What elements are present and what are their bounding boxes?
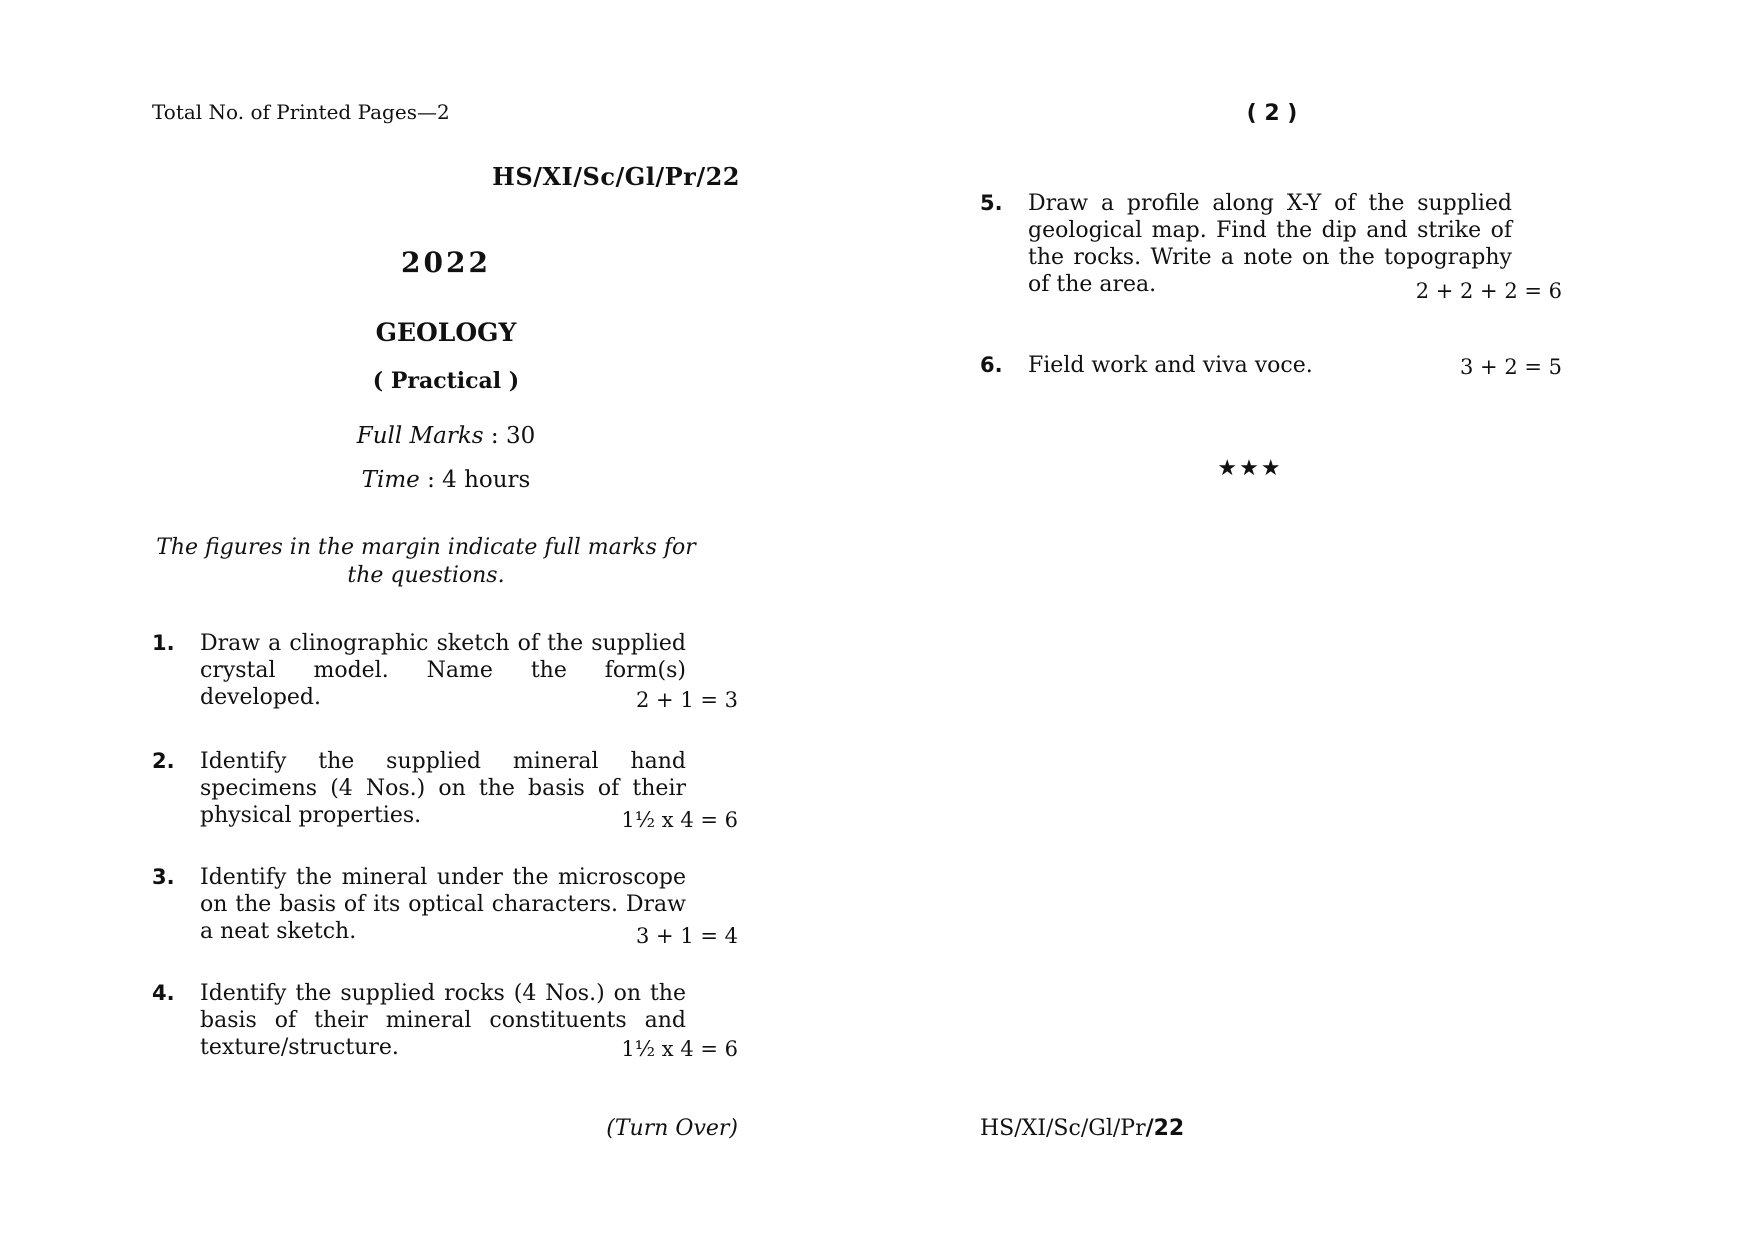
full-marks [246, 423, 646, 449]
subject-title: GEOLOGY [375, 318, 517, 347]
footer-code-prefix: HS/XI/Sc/Gl/Pr [980, 1116, 1146, 1141]
time-value: : 4 hours [419, 467, 531, 493]
exam-type: ( Practical ) [372, 368, 520, 394]
question-number: 2. [152, 749, 175, 773]
question-marks: 1½ x 4 = 6 [621, 808, 738, 832]
question-number: 4. [152, 981, 175, 1005]
question-text: Field work and viva voce. [1028, 353, 1313, 378]
question-1 [152, 630, 738, 720]
question-number: 5. [980, 191, 1003, 215]
full-marks-label: Full Marks [356, 423, 484, 449]
question-4 [152, 980, 738, 1070]
end-stars: ★★★ [1217, 456, 1283, 481]
instruction-line-2: the questions. [347, 563, 505, 588]
question-text: Draw a clinographic sketch of the supplied crystal model. Name the form(s) developed. [200, 631, 686, 710]
question-marks: 1½ x 4 = 6 [621, 1037, 738, 1061]
question-3 [152, 864, 738, 954]
exam-year: 2022 [401, 246, 491, 279]
question-marks: 3 + 2 = 5 [1460, 355, 1562, 379]
footer-code-suffix: /22 [1145, 1116, 1185, 1141]
exam-time [246, 467, 646, 493]
question-5 [980, 190, 1562, 310]
time-label: Time [361, 467, 420, 493]
question-2 [152, 748, 738, 838]
question-number: 1. [152, 631, 175, 655]
question-text: Identify the supplied rocks (4 Nos.) on the basis of their mineral constituents and texture/structure. [200, 981, 686, 1060]
question-marks: 2 + 2 + 2 = 6 [1415, 279, 1562, 303]
full-marks-value: : 30 [483, 423, 536, 449]
question-text: Identify the mineral under the microscope on the basis of its optical characters. Draw a neat sketch. [200, 865, 686, 944]
question-marks: 3 + 1 = 4 [636, 924, 738, 948]
turn-over-footer: (Turn Over) [606, 1116, 738, 1141]
right-footer-code [980, 1116, 1184, 1141]
question-number: 3. [152, 865, 175, 889]
instruction-line-1: The figures in the margin indicate full marks for [156, 535, 696, 560]
instructions [152, 534, 700, 590]
question-text: Identify the supplied mineral hand specimens (4 Nos.) on the basis of their physical properties. [200, 749, 686, 828]
question-text: Draw a profile along X-Y of the supplied geological map. Find the dip and strike of the rocks. Write a note on the topography of the area. [1028, 191, 1512, 297]
question-marks: 2 + 1 = 3 [636, 688, 738, 712]
question-number: 6. [980, 353, 1003, 377]
question-6 [980, 352, 1562, 392]
paper-code: HS/XI/Sc/Gl/Pr/22 [492, 162, 740, 191]
page-number: ( 2 ) [1246, 101, 1298, 126]
total-pages-header: Total No. of Printed Pages—2 [152, 100, 450, 124]
